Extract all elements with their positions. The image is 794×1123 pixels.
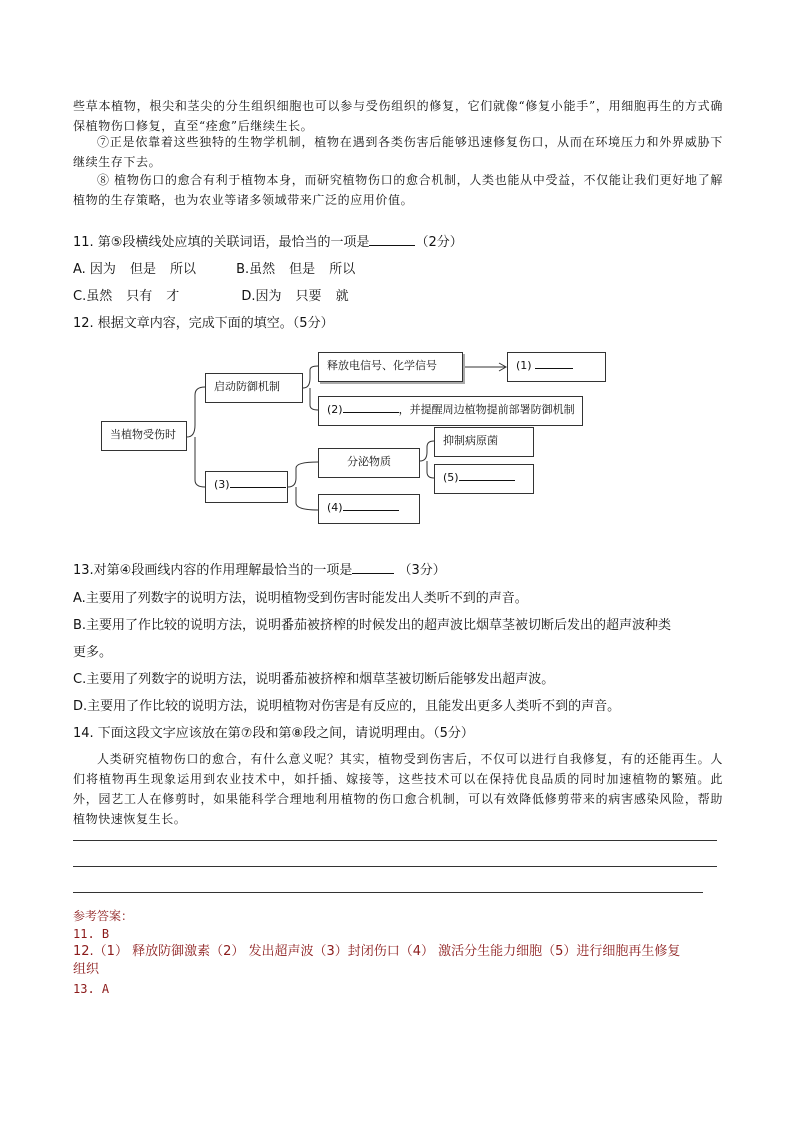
option-c-label[interactable]: C.虽然 [73,289,113,304]
option-d-label[interactable]: D.因为 [241,289,282,304]
blank-5-field[interactable] [459,480,515,481]
diagram-root-text: 当植物受伤时 [110,428,176,441]
diagram-blank-2-suffix: ，并提醒周边植物提前部署防御机制 [398,403,575,416]
diagram-blank-1-box [507,352,606,382]
blank-4-field[interactable] [343,510,399,511]
diagram-blank-2-prefix: (2) [327,403,343,416]
answer-13: 13. A [73,982,110,996]
diagram-secrete-box [318,448,420,478]
diagram-signals-text: 释放电信号、化学信号 [327,359,437,372]
diagram-secrete-text: 分泌物质 [347,455,391,468]
passage-paragraph-7: ⑦正是依靠着这些独特的生物学机制，植物在遇到各类伤害后能够迅速修复伤口，从而在环境压力和外界威胁下继续生存下去。 [73,135,723,169]
diagram-blank-4-label: (4) [327,501,343,514]
passage-paragraph-6: 些草本植物，根尖和茎尖的分生组织细胞也可以参与受伤组织的修复，它们就像“修复小能手”，用细胞再生的方式确保植物伤口修复，直至“痊愈”后继续生长。 [73,99,723,133]
option-b-word-2: 但是 [289,262,316,277]
blank-2-field[interactable] [343,412,399,413]
blank-3-field[interactable] [230,487,286,488]
question-14-stem: 14. 下面这段文字应该放在第⑦段和第⑧段之间，请说明理由。（5分） [73,726,474,741]
option-b-word-3: 所以 [329,262,356,277]
diagram-inhibit-box [434,427,534,457]
diagram-blank-1-label: (1) [516,359,532,372]
question-13-score: （3分） [398,563,446,578]
diagram-blank-5-label: (5) [443,471,459,484]
answer-12-line-2: 组织 [73,962,100,977]
diagram-signals-box [318,352,463,382]
diagram-defense-text: 启动防御机制 [214,380,280,393]
question-13-option-c[interactable]: C.主要用了列数字的说明方法，说明番茄被挤榨和烟草茎被切断后能够发出超声波。 [73,672,555,687]
question-13-option-a[interactable]: A.主要用了列数字的说明方法，说明植物受到伤害时能发出人类听不到的声音。 [73,591,528,606]
diagram-root-box [101,421,187,451]
question-13-stem [73,562,446,580]
diagram-blank-4-box [318,494,420,524]
question-13-text: 13.对第④段画线内容的作用理解最恰当的一项是 [73,563,353,578]
question-12-stem: 12. 根据文章内容，完成下面的填空。（5分） [73,316,334,331]
question-13-option-b[interactable]: B.主要用了作比较的说明方法，说明番茄被挤榨的时候发出的超声波比烟草茎被切断后发出的超声波种类 [73,618,672,633]
answer-line-3[interactable] [73,892,703,893]
option-d-word-3: 就 [335,289,349,304]
option-a-label[interactable]: A. 因为 [73,262,116,277]
answer-blank[interactable] [352,573,394,574]
option-b-label[interactable]: B.虽然 [236,262,276,277]
diagram-blank-5-box [434,464,534,494]
blank-1-field[interactable] [535,368,573,369]
option-c-word-2: 只有 [126,289,153,304]
question-14-passage: 人类研究植物伤口的愈合，有什么意义呢？其实，植物受到伤害后，不仅可以进行自我修复，有的还能再生。人们将植物再生现象运用到农业技术中，如扦插、嫁接等，这些技术可以在保持优良品质的同时加速植物的繁殖。此外，园艺工人在修剪时，如果能科学合理地利用植物的伤口愈合机制，可以有效降低修剪带来的病害感染风险，帮助植物快速恢复生长。 [73,752,723,826]
question-11-text: 11. 第⑤段横线处应填的关联词语，最恰当的一项是 [73,235,370,250]
answer-line-1[interactable] [73,840,717,841]
diagram-defense-box [205,373,303,403]
passage-paragraph-8: ⑧ 植物伤口的愈合有利于植物本身，而研究植物伤口的愈合机制，人类也能从中受益，不仅能让我们更好地了解植物的生存策略，也为农业等诸多领域带来广泛的应用价值。 [73,173,723,207]
option-c-word-3: 才 [166,289,180,304]
diagram-blank-2-box [318,396,583,426]
answers-title: 参考答案： [73,909,134,923]
answer-12-line-1: 12.（1） 释放防御激素（2） 发出超声波（3）封闭伤口（4） 激活分生能力细胞（5）进行细胞再生修复 [73,944,681,959]
answer-line-2[interactable] [73,866,717,867]
diagram-blank-3-box [205,471,288,503]
diagram-blank-3-label: (3) [214,478,230,491]
question-11-score: （2分） [415,235,463,250]
option-a-word-2: 但是 [129,262,156,277]
diagram-inhibit-text: 抑制病原菌 [443,434,498,447]
option-d-word-2: 只要 [295,289,322,304]
answer-11: 11. B [73,927,110,941]
question-13-option-b-cont: 更多。 [73,645,113,660]
option-a-word-3: 所以 [169,262,196,277]
question-13-option-d[interactable]: D.主要用了作比较的说明方法，说明植物对伤害是有反应的，且能发出更多人类听不到的声音。 [73,699,621,714]
